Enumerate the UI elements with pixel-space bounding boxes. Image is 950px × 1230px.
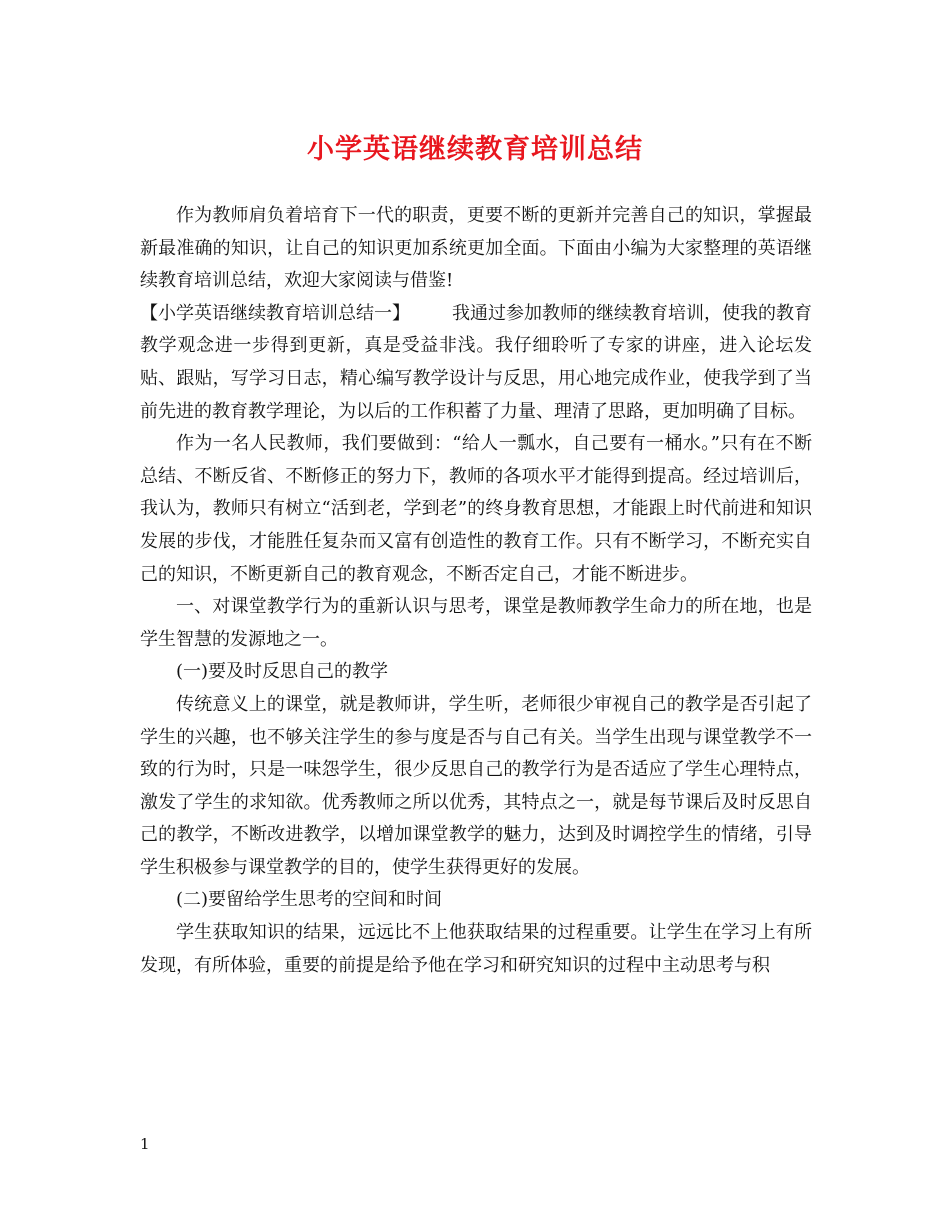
intro-paragraph: 作为教师肩负着培育下一代的职责，更要不断的更新并完善自己的知识，掌握最新最准确的知识，让自己的知识更加系统更加全面。下面由小编为大家整理的英语继续教育培训总结，欢迎大家阅读与借鉴!: [140, 205, 812, 292]
page-number: 1: [140, 1135, 150, 1153]
paragraph-knowledge-process: 学生获取知识的结果，远远比不上他获取结果的过程重要。让学生在学习上有所发现，有所体验，重要的前提是给予他在学习和研究知识的过程中主动思考与积: [140, 922, 812, 976]
section-one-heading: 【小学英语继续教育培训总结一】: [140, 302, 410, 324]
section-one-body: 我通过参加教师的继续教育培训，使我的教育教学观念进一步得到更新，真是受益非浅。我仔细聆听了专家的讲座，进入论坛发贴、跟贴，写学习日志，精心编写教学设计与反思，用心地完成作业，使我学到了当前先进的教育教学理论，为以后的工作积蓄了力量、理清了思路，更加明确了目标。: [140, 302, 812, 422]
subheading-reflect-teaching: (一)要及时反思自己的教学: [176, 661, 389, 683]
subheading-thinking-space: (二)要留给学生思考的空间和时间: [176, 889, 443, 911]
document-title: 小学英语继续教育培训总结: [307, 134, 643, 165]
section-one-paragraph: [140, 298, 812, 428]
paragraph-lifelong-learning: 作为一名人民教师，我们要做到：“给人一瓢水，自己要有一桶水。”只有在不断总结、不断反省、不断修正的努力下，教师的各项水平才能得到提高。经过培训后，我认为，教师只有树立“活到老，学到老”的终身教育思想，才能跟上时代前进和知识发展的步伐，才能胜任复杂而又富有创造性的教育工作。只有不断学习，不断充实自己的知识，不断更新自己的教育观念，不断否定自己，才能不断进步。: [140, 433, 812, 585]
paragraph-classroom-reflection: 一、对课堂教学行为的重新认识与思考，课堂是教师教学生命力的所在地，也是学生智慧的发源地之一。: [140, 596, 812, 650]
paragraph-traditional-classroom: 传统意义上的课堂，就是教师讲，学生听，老师很少审视自己的教学是否引起了学生的兴趣，也不够关注学生的参与度是否与自己有关。当学生出现与课堂教学不一致的行为时，只是一味怨学生，很少反思自己的教学行为是否适应了学生心理特点，激发了学生的求知欲。优秀教师之所以优秀，其特点之一，就是每节课后及时反思自己的教学，不断改进教学，以增加课堂教学的魅力，达到及时调控学生的情绪，引导学生积极参与课堂教学的目的，使学生获得更好的发展。: [140, 693, 812, 878]
document-body: [140, 200, 812, 982]
